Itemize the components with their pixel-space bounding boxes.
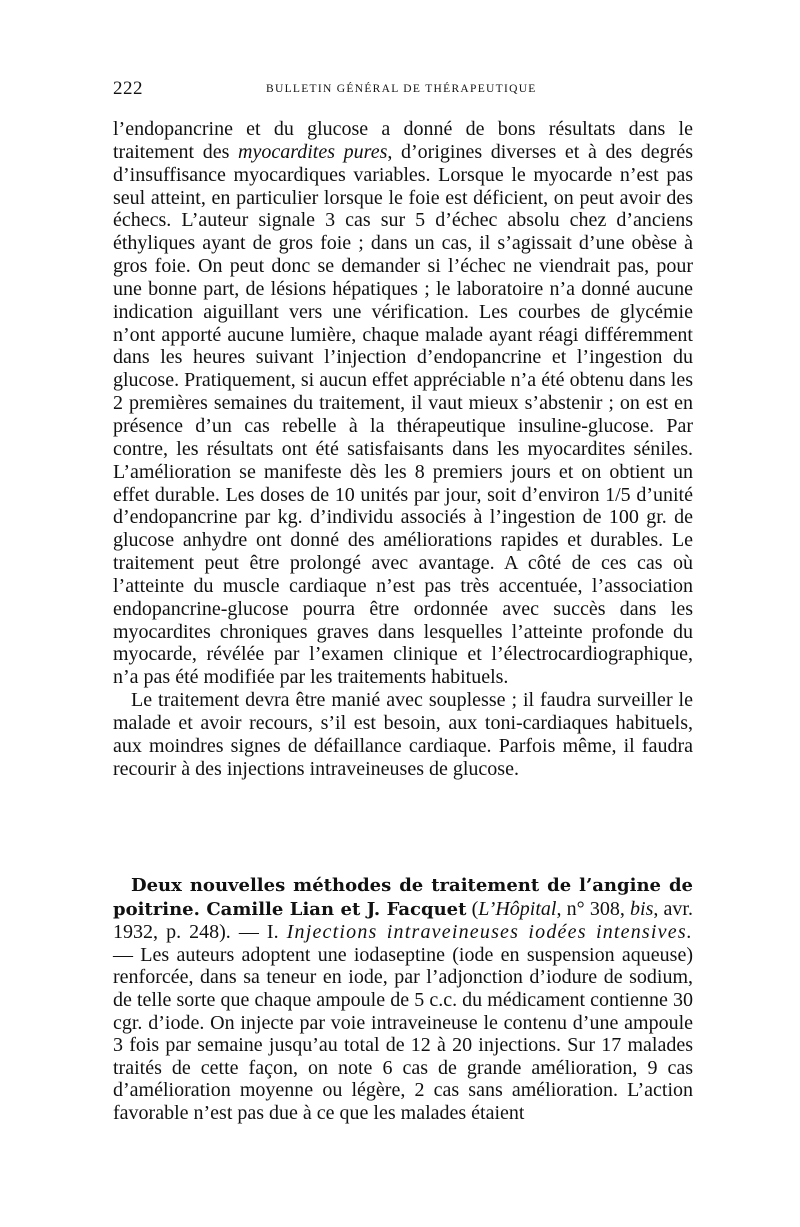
- article-paragraph: [113, 874, 693, 1125]
- article-entry: [113, 874, 693, 1125]
- paragraph-2: Le traitement devra être manié avec souplesse ; il faudra surveiller le malade et avoir recours, s’il est besoin, aux toni-cardiaques habituels, aux moindres signes de défaillance cardiaque. Parfois même, il faudra recourir à des injections intraveineuses de glucose.: [113, 689, 693, 780]
- article-separator: (: [466, 897, 479, 920]
- paragraph-1-text-a: l’endopancrine et du glucose a donné de bons résultats dans le traitement des: [113, 118, 693, 163]
- article-source: L’Hôpital: [478, 897, 557, 920]
- article-details: , n° 308,: [556, 897, 631, 920]
- paragraph-1-text-b: , d’origines diverses et à des degrés d’insuffisance myocardiques variables. Lorsque le myocarde n’est pas seul atteint, en particulier lorsque le foie est déficient, on peut avoir des échecs. L’auteur signale 3 cas sur 5 d’échec absolu chez d’anciens éthyliques ayant de gros foie ; dans un cas, il s’agissait d’une obèse à gros foie. On peut donc se demander si l’échec ne viendrait pas, pour une bonne part, de lésions hépatiques ; le laboratoire n’a donné aucune indication aiguillant vers une vérification. Les courbes de glycémie n’ont apporté aucune lumière, chaque malade ayant réagi différemment dans les heures suivant l’injection d’endopancrine et l’ingestion du glucose. Pratiquement, si aucun effet appréciable n’a été obtenu dans les 2 premières semaines du traitement, il vaut mieux s’abstenir ; on est en présence d’un cas rebelle à la thérapeutique insuline-glucose. Par contre, les résultats ont été satisfaisants dans les myocardites séniles. L’amélioration se manifeste dès les 8 premiers jours et on obtient un effet durable. Les doses de 10 unités par jour, soit d’environ 1/5 d’unité d’endopancrine par kg. d’individu associés à l’ingestion de 100 gr. de glucose anhydre ont donné des améliorations rapides et durables. Le traitement peut être prolongé avec avantage. A côté de ces cas où l’atteinte du muscle cardiaque n’est pas très accentuée, l’association endopancrine-glucose pourra être ordonnée avec succès dans les myocardites chroniques graves dans lesquelles l’atteinte profonde du myocarde, révélée par l’examen clinique et l’électrocardiographique, n’a pas été modifiée par les traitements habituels.: [113, 140, 693, 689]
- paragraph-1-emphasis: myocardites pures: [238, 140, 388, 163]
- article-subtitle: Injections intraveineuses iodées intensives.: [286, 921, 694, 944]
- article-text: — Les auteurs adoptent une iodaseptine (iode en suspension aqueuse) renforcée, dans sa teneur en iode, par l’adjonction d’iodure de sodium, de telle sorte que chaque ampoule de 5 c.c. du médicament contienne 30 cgr. d’iode. On injecte par voie intraveineuse le contenu d’une ampoule 3 fois par semaine jusqu’au total de 12 à 20 injections. Sur 17 malades traités de cette façon, on note 6 cas de grande amélioration, 9 cas d’amélioration moyenne ou légère, 2 cas sans amélioration. L’action favorable n’est pas due à ce que les malades étaient: [113, 943, 693, 1124]
- body-text: [113, 118, 693, 780]
- page-header: [113, 78, 693, 102]
- page-number: 222: [113, 78, 143, 99]
- article-date: , avr. 1932, p. 248). — I.: [113, 897, 693, 944]
- article-title: Deux nouvelles méthodes de traitement de l’angine de poitrine. Camille Lian et J. Facquet: [113, 875, 693, 920]
- article-bis: bis: [630, 897, 654, 920]
- running-head: BULLETIN GÉNÉRAL DE THÉRAPEUTIQUE: [266, 83, 537, 95]
- paragraph-1: [113, 118, 693, 689]
